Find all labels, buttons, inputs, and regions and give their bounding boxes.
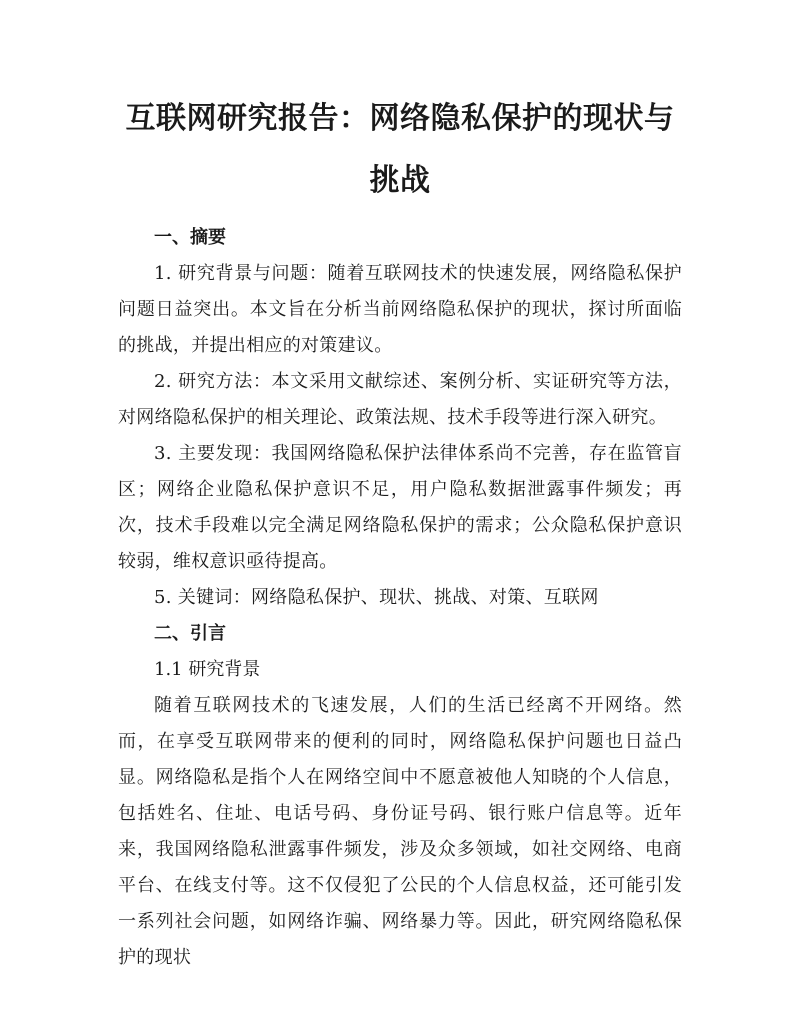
title-block [118,88,682,212]
abstract-item-method: 2. 研究方法：本文采用文献综述、案例分析、实证研究等方法，对网络隐私保护的相关理论、政策法规、技术手段等进行深入研究。 [118,371,682,428]
abstract-item-findings: 3. 主要发现：我国网络隐私保护法律体系尚不完善，存在监管盲区；网络企业隐私保护意识不足，用户隐私数据泄露事件频发；再次，技术手段难以完全满足网络隐私保护的需求；公众隐私保护意识较弱，维权意识亟待提高。 [118,443,682,572]
section-heading-abstract: 一、摘要 [154,227,226,248]
abstract-item-keywords: 5. 关键词：网络隐私保护、现状、挑战、对策、互联网 [154,587,599,608]
subsection-heading-background: 1.1 研究背景 [154,659,261,680]
introduction-paragraph: 随着互联网技术的飞速发展，人们的生活已经离不开网络。然而，在享受互联网带来的便利的同时，网络隐私保护问题也日益凸显。网络隐私是指个人在网络空间中不愿意被他人知晓的个人信息，包括姓名、住址、电话号码、身份证号码、银行账户信息等。近年来，我国网络隐私泄露事件频发，涉及众多领域，如社交网络、电商平台、在线支付等。这不仅侵犯了公民的个人信息权益，还可能引发一系列社会问题，如网络诈骗、网络暴力等。因此，研究网络隐私保护的现状 [118,695,682,968]
section-heading-introduction: 二、引言 [154,623,226,644]
abstract-item-background: 1. 研究背景与问题：随着互联网技术的快速发展，网络隐私保护问题日益突出。本文旨在分析当前网络隐私保护的现状，探讨所面临的挑战，并提出相应的对策建议。 [118,263,682,356]
page-title: 互联网研究报告：网络隐私保护的现状与挑战 [125,101,675,198]
